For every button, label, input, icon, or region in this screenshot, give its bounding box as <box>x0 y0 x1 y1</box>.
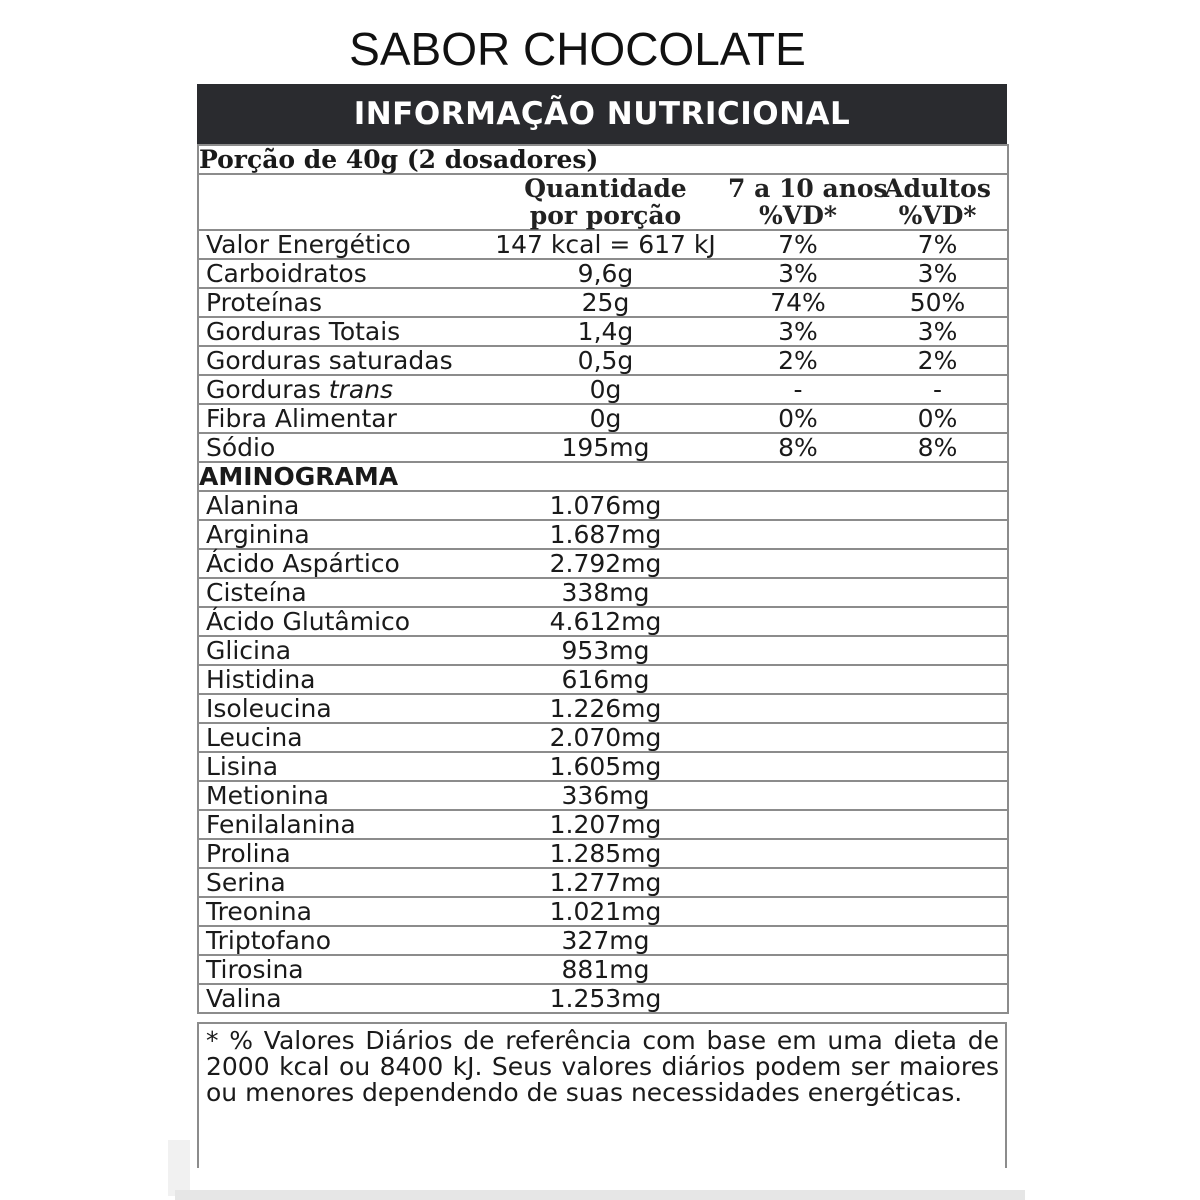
amino-row <box>198 549 1008 578</box>
amino-qty: 336mg <box>483 781 728 810</box>
amino-qty: 1.605mg <box>483 752 728 781</box>
amino-row <box>198 665 1008 694</box>
nutrient-vd-kids: 0% <box>728 404 868 433</box>
amino-empty <box>728 723 1008 752</box>
nutrient-row <box>198 230 1008 259</box>
amino-name: Prolina <box>198 839 483 868</box>
nutrition-label <box>197 84 1007 1168</box>
nutrient-vd-kids: 7% <box>728 230 868 259</box>
nutrient-name: Gorduras saturadas <box>198 346 483 375</box>
amino-name: Isoleucina <box>198 694 483 723</box>
nutrient-vd-kids: 2% <box>728 346 868 375</box>
column-header-qty <box>483 174 728 230</box>
amino-empty <box>728 636 1008 665</box>
qty-header-line2: por porção <box>529 201 682 230</box>
nutrient-name-prefix: Gorduras <box>206 375 329 404</box>
nutrient-qty: 195mg <box>483 433 728 462</box>
amino-empty <box>728 810 1008 839</box>
amino-name: Cisteína <box>198 578 483 607</box>
nutrient-name: Proteínas <box>198 288 483 317</box>
nutrient-row <box>198 259 1008 288</box>
amino-name: Fenilalanina <box>198 810 483 839</box>
amino-row <box>198 723 1008 752</box>
amino-row <box>198 491 1008 520</box>
qty-header-line1: Quantidade <box>524 174 687 203</box>
amino-row <box>198 984 1008 1013</box>
nutrient-row <box>198 346 1008 375</box>
bottom-strip <box>175 1190 1025 1200</box>
nutrient-name: Valor Energético <box>198 230 483 259</box>
column-header-row <box>198 174 1008 230</box>
amino-row <box>198 752 1008 781</box>
amino-name: Metionina <box>198 781 483 810</box>
nutrient-name: Carboidratos <box>198 259 483 288</box>
amino-row <box>198 955 1008 984</box>
amino-name: Alanina <box>198 491 483 520</box>
amino-qty: 1.207mg <box>483 810 728 839</box>
column-header-name <box>198 174 483 230</box>
amino-row <box>198 781 1008 810</box>
aminogram-header-row <box>198 462 1008 491</box>
amino-row <box>198 636 1008 665</box>
amino-qty: 1.285mg <box>483 839 728 868</box>
nutrient-vd-adults: 8% <box>868 433 1008 462</box>
amino-row <box>198 810 1008 839</box>
portion-text: Porção de 40g (2 dosadores) <box>198 145 1008 174</box>
amino-empty <box>728 520 1008 549</box>
nutrient-row <box>198 317 1008 346</box>
amino-qty: 1.021mg <box>483 897 728 926</box>
flavor-title: SABOR CHOCOLATE <box>349 23 806 75</box>
nutrient-qty: 0,5g <box>483 346 728 375</box>
amino-name: Lisina <box>198 752 483 781</box>
amino-qty: 2.792mg <box>483 549 728 578</box>
amino-name: Ácido Aspártico <box>198 549 483 578</box>
nutrient-qty: 1,4g <box>483 317 728 346</box>
amino-qty: 1.687mg <box>483 520 728 549</box>
amino-row <box>198 520 1008 549</box>
amino-name: Ácido Glutâmico <box>198 607 483 636</box>
amino-qty: 1.253mg <box>483 984 728 1013</box>
nutrient-vd-adults: 0% <box>868 404 1008 433</box>
amino-name: Treonina <box>198 897 483 926</box>
nutrient-vd-adults: 2% <box>868 346 1008 375</box>
amino-empty <box>728 607 1008 636</box>
amino-empty <box>728 694 1008 723</box>
adults-header-line1: Adultos <box>884 174 991 203</box>
adults-header-line2: %VD* <box>898 201 977 230</box>
amino-empty <box>728 665 1008 694</box>
nutrient-name-italic: trans <box>328 375 394 404</box>
nutrient-row <box>198 404 1008 433</box>
nutrient-vd-kids: 3% <box>728 317 868 346</box>
nutrient-vd-kids: - <box>728 375 868 404</box>
amino-name: Glicina <box>198 636 483 665</box>
amino-name: Histidina <box>198 665 483 694</box>
amino-row <box>198 897 1008 926</box>
amino-row <box>198 607 1008 636</box>
amino-empty <box>728 549 1008 578</box>
amino-empty <box>728 839 1008 868</box>
nutrient-row <box>198 375 1008 404</box>
amino-empty <box>728 781 1008 810</box>
nutrient-qty: 9,6g <box>483 259 728 288</box>
nutrient-name <box>198 375 483 404</box>
amino-row <box>198 578 1008 607</box>
amino-name: Valina <box>198 984 483 1013</box>
nutrient-vd-adults: 7% <box>868 230 1008 259</box>
nutrient-qty: 147 kcal = 617 kJ <box>483 230 728 259</box>
amino-qty: 1.277mg <box>483 868 728 897</box>
amino-empty <box>728 578 1008 607</box>
nutrient-vd-adults: 50% <box>868 288 1008 317</box>
amino-row <box>198 926 1008 955</box>
nutrient-vd-kids: 8% <box>728 433 868 462</box>
amino-qty: 881mg <box>483 955 728 984</box>
portion-row <box>198 145 1008 174</box>
aminogram-title: AMINOGRAMA <box>198 462 1008 491</box>
side-scroll-mark <box>168 1140 190 1196</box>
amino-empty <box>728 926 1008 955</box>
amino-name: Leucina <box>198 723 483 752</box>
amino-empty <box>728 752 1008 781</box>
nutrient-qty: 0g <box>483 404 728 433</box>
amino-empty <box>728 868 1008 897</box>
nutrient-row <box>198 433 1008 462</box>
amino-empty <box>728 491 1008 520</box>
amino-row <box>198 839 1008 868</box>
nutrient-name: Gorduras Totais <box>198 317 483 346</box>
column-header-kids <box>728 174 888 230</box>
amino-qty: 4.612mg <box>483 607 728 636</box>
nutrient-row <box>198 288 1008 317</box>
nutrient-vd-adults: 3% <box>868 317 1008 346</box>
amino-empty <box>728 955 1008 984</box>
amino-empty <box>728 897 1008 926</box>
nutrient-qty: 0g <box>483 375 728 404</box>
nutrient-vd-kids: 74% <box>728 288 868 317</box>
column-header-adults <box>868 174 1008 230</box>
nutrient-vd-kids: 3% <box>728 259 868 288</box>
nutrient-qty: 25g <box>483 288 728 317</box>
kids-header-line2: %VD* <box>759 201 837 230</box>
footnote: * % Valores Diários de referência com base em uma dieta de 2000 kcal ou 8400 kJ. Seus valores diários podem ser maiores ou menores dependendo de suas necessidades energéticas. <box>197 1022 1007 1168</box>
nutrient-name: Sódio <box>198 433 483 462</box>
kids-header-line1: 7 a 10 anos <box>728 174 888 203</box>
amino-qty: 1.076mg <box>483 491 728 520</box>
amino-qty: 616mg <box>483 665 728 694</box>
amino-row <box>198 694 1008 723</box>
amino-name: Serina <box>198 868 483 897</box>
amino-row <box>198 868 1008 897</box>
amino-qty: 327mg <box>483 926 728 955</box>
nutrition-table <box>197 144 1009 1014</box>
nutrient-name: Fibra Alimentar <box>198 404 483 433</box>
nutrient-vd-adults: - <box>868 375 1008 404</box>
amino-name: Tirosina <box>198 955 483 984</box>
amino-name: Triptofano <box>198 926 483 955</box>
amino-qty: 2.070mg <box>483 723 728 752</box>
nutrition-header: INFORMAÇÃO NUTRICIONAL <box>197 84 1007 144</box>
nutrient-vd-adults: 3% <box>868 259 1008 288</box>
amino-empty <box>728 984 1008 1013</box>
amino-qty: 953mg <box>483 636 728 665</box>
amino-qty: 338mg <box>483 578 728 607</box>
amino-name: Arginina <box>198 520 483 549</box>
amino-qty: 1.226mg <box>483 694 728 723</box>
